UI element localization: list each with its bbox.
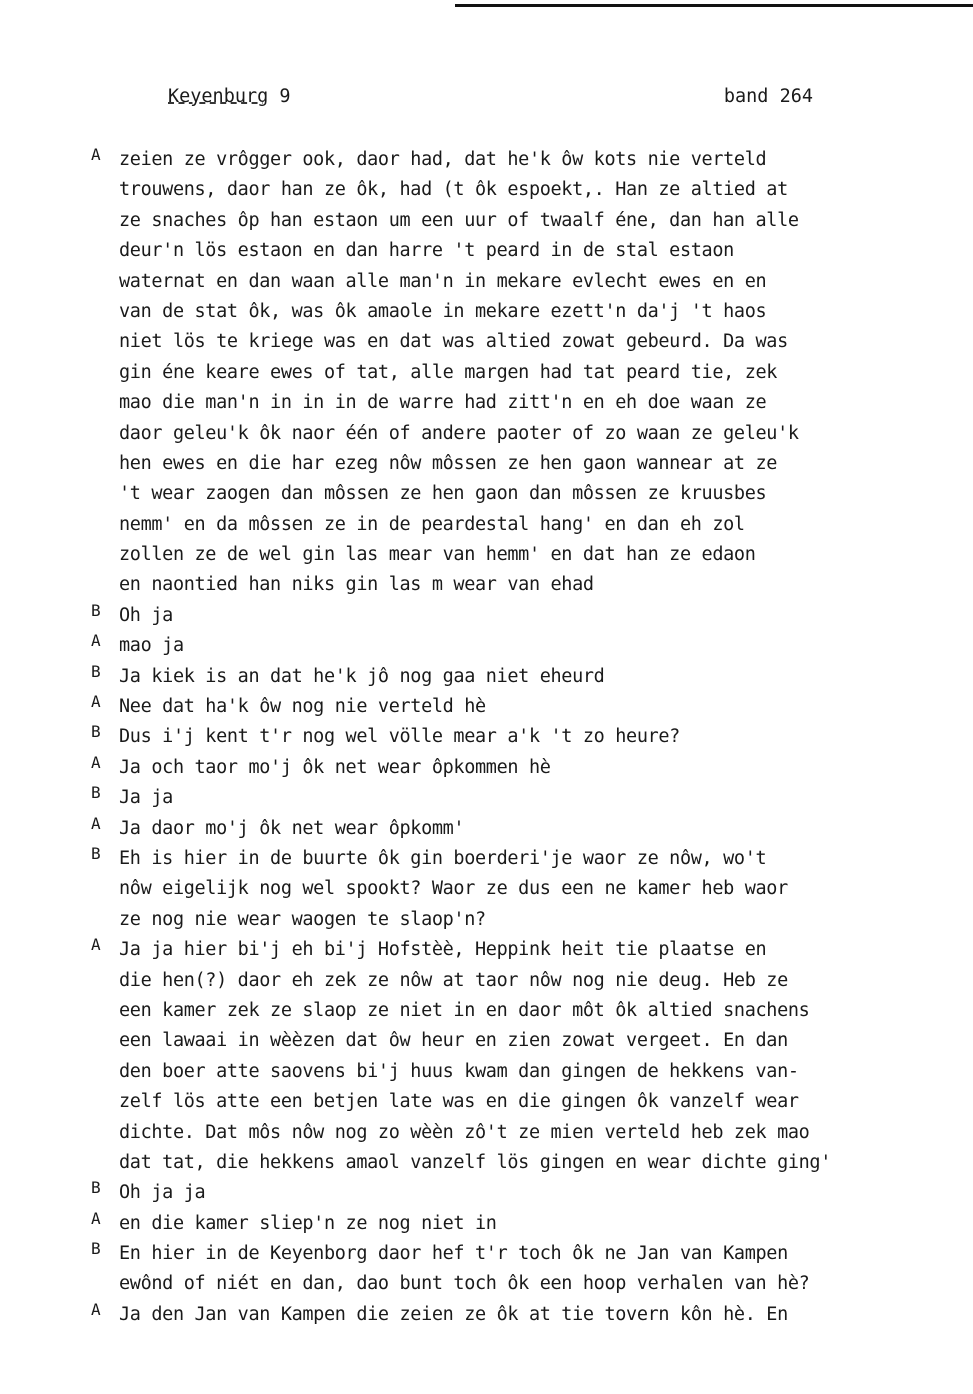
transcript-line: en naontied han niks gin las m wear van ehad — [119, 574, 594, 596]
transcript-line: nemm' en da môssen ze in de peardestal hang' en dan eh zol — [119, 513, 745, 535]
speaker-label: A — [91, 145, 101, 164]
transcript-line: die hen(?) daor eh zek ze nôw at taor nôw nog nie deug. Heb ze — [119, 969, 788, 991]
transcript-line: ze snaches ôp han estaon um een uur of twaalf éne, dan han alle — [119, 209, 799, 231]
transcript-line: dichte. Dat môs nôw nog zo wèèn zô't ze mien verteld heb zek mao — [119, 1121, 810, 1143]
transcript-turn — [91, 145, 921, 601]
transcript-line: niet lös te kriege was en dat was altied zowat gebeurd. Da was — [119, 331, 788, 353]
transcript-line: 't wear zaogen dan môssen ze hen gaon dan môssen ze kruusbes — [119, 483, 767, 505]
transcript-line: Ja den Jan van Kampen die zeien ze ôk at tie tovern kôn hè. En — [119, 1303, 788, 1325]
transcript-turn — [91, 631, 921, 661]
turn-text — [119, 844, 921, 935]
speaker-label: B — [91, 1239, 101, 1259]
transcript — [91, 145, 921, 1330]
transcript-line: ewônd of niét en dan, dao bunt toch ôk een hoop verhalen van hè? — [119, 1273, 810, 1295]
transcript-line: Nee dat ha'k ôw nog nie verteld hè — [119, 696, 486, 718]
turn-text — [119, 783, 921, 813]
speaker-label: B — [91, 661, 101, 681]
speaker-label: B — [91, 600, 101, 620]
transcript-line: gin éne keare ewes of tat, alle margen had tat peard tie, zek — [119, 361, 778, 383]
transcript-turn — [91, 601, 921, 631]
turn-text — [119, 1178, 921, 1208]
transcript-line: van de stat ôk, was ôk amaole in mekare ezett'n da'j 't haos — [119, 300, 767, 322]
speaker-label: A — [91, 935, 101, 955]
transcript-line: waternat en dan waan alle man'n in mekare evlecht ewes en en — [119, 270, 767, 292]
speaker-label: B — [91, 722, 101, 742]
transcript-line: dat tat, die hekkens amaol vanzelf lös gingen en wear dichte ging' — [119, 1151, 832, 1173]
transcript-line: hen ewes en die har ezeg nôw môssen ze hen gaon wannear at ze — [119, 452, 778, 474]
turn-text — [119, 753, 921, 783]
page-header — [168, 86, 813, 112]
turn-text — [119, 692, 921, 722]
transcript-turn — [91, 692, 921, 722]
turn-text — [119, 1300, 921, 1330]
transcript-line: een kamer zek ze slaop ze niet in en daor môt ôk altied snachens — [119, 999, 810, 1021]
transcript-line: zelf lös atte een betjen late was en die gingen ôk vanzelf wear — [119, 1091, 799, 1113]
turn-text — [119, 145, 921, 601]
transcript-turn — [91, 935, 921, 1178]
transcript-line: en die kamer sliep'n ze nog niet in — [119, 1212, 497, 1234]
speaker-label: A — [91, 631, 101, 651]
top-rule — [455, 4, 973, 7]
transcript-turn — [91, 1178, 921, 1208]
speaker-label: A — [91, 692, 101, 712]
turn-text — [119, 662, 921, 692]
transcript-turn — [91, 844, 921, 935]
speaker-label: A — [91, 752, 101, 772]
speaker-label: B — [91, 783, 101, 803]
transcript-line: zeien ze vrôgger ook, daor had, dat he'k ôw kots nie verteld — [119, 149, 767, 170]
transcript-line: Dus i'j kent t'r nog wel völle mear a'k 't zo heure? — [119, 726, 680, 748]
transcript-turn — [91, 783, 921, 813]
transcript-line: trouwens, daor han ze ôk, had (t ôk espoekt,. Han ze altied at — [119, 179, 788, 201]
transcript-line: den boer atte saovens bi'j huus kwam dan gingen de hekkens van- — [119, 1060, 799, 1082]
speaker-label: A — [91, 813, 101, 833]
transcript-line: ze nog nie wear waogen te slaop'n? — [119, 908, 486, 930]
turn-text — [119, 601, 921, 631]
header-place: Keyenburg — [168, 86, 269, 107]
speaker-label: A — [91, 1208, 101, 1228]
transcript-turn — [91, 722, 921, 752]
transcript-line: Eh is hier in de buurte ôk gin boerderi'je waor ze nôw, wo't — [119, 847, 767, 869]
transcript-line: zollen ze de wel gin las mear van hemm' en dat han ze edaon — [119, 544, 756, 566]
transcript-line: Ja och taor mo'j ôk net wear ôpkommen hè — [119, 756, 551, 778]
transcript-turn — [91, 662, 921, 692]
transcript-line: daor geleu'k ôk naor één of andere paoter of zo waan ze geleu'k — [119, 422, 799, 444]
transcript-line: Oh ja ja — [119, 1182, 206, 1204]
transcript-turn — [91, 814, 921, 844]
transcript-line: een lawaai in wèèzen dat ôw heur en zien zowat vergeet. En dan — [119, 1030, 788, 1052]
speaker-label: A — [91, 1299, 101, 1319]
turn-text — [119, 935, 921, 1178]
transcript-turn — [91, 1300, 921, 1330]
transcript-turn — [91, 1209, 921, 1239]
transcript-turn — [91, 753, 921, 783]
turn-text — [119, 1209, 921, 1239]
transcript-line: Ja ja hier bi'j eh bi'j Hofstèè, Heppink heit tie plaatse en — [119, 939, 767, 961]
turn-text — [119, 814, 921, 844]
transcript-turn — [91, 1239, 921, 1300]
transcript-line: Ja ja — [119, 787, 173, 809]
header-band: band 264 — [723, 86, 813, 107]
header-title — [168, 86, 291, 107]
turn-text — [119, 631, 921, 661]
speaker-label: B — [91, 1178, 101, 1198]
transcript-line: mao ja — [119, 635, 184, 657]
header-number: 9 — [279, 86, 291, 107]
transcript-line: Oh ja — [119, 604, 173, 626]
speaker-label: B — [91, 843, 101, 863]
turn-text — [119, 722, 921, 752]
transcript-line: deur'n lös estaon en dan harre 't peard in de stal estaon — [119, 240, 734, 262]
transcript-line: En hier in de Keyenborg daor hef t'r toch ôk ne Jan van Kampen — [119, 1243, 788, 1265]
transcript-line: Ja kiek is an dat he'k jô nog gaa niet eheurd — [119, 665, 605, 687]
transcript-line: nôw eigelijk nog wel spookt? Waor ze dus een ne kamer heb waor — [119, 878, 788, 900]
transcript-line: Ja daor mo'j ôk net wear ôpkomm' — [119, 817, 465, 839]
transcript-line: mao die man'n in in in de warre had zitt'n en eh doe waan ze — [119, 392, 767, 414]
turn-text — [119, 1239, 921, 1300]
